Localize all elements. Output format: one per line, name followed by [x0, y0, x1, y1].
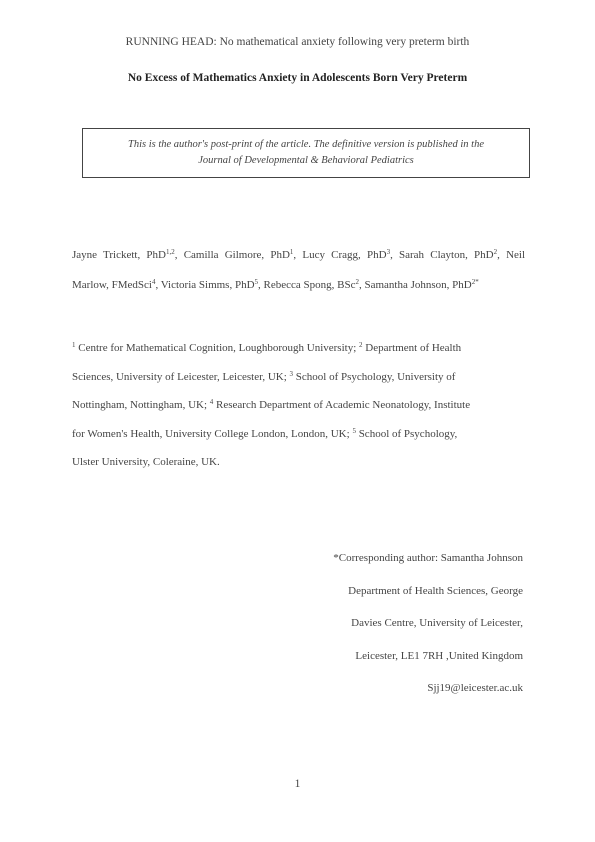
affiliation-text: Sciences, University of Leicester, Leicester, UK; [72, 370, 290, 383]
affiliation-number: 1 [72, 341, 76, 349]
author-affiliation-marker: 2* [471, 278, 479, 286]
author-affiliation-marker: 5 [254, 278, 259, 286]
author-name: Camilla Gilmore, PhD [183, 249, 290, 261]
author-affiliation-marker: 4 [151, 278, 156, 286]
author-list [72, 240, 525, 300]
affiliation-text: Centre for Mathematical Cognition, Loughborough University; [75, 342, 360, 354]
affiliation-text: School of Psychology, [355, 427, 458, 440]
affiliation-number: 2 [359, 341, 363, 349]
affiliation-line [72, 334, 525, 363]
affiliation-line [72, 363, 525, 392]
author-affiliation-marker: 1 [289, 248, 294, 256]
paper-title: No Excess of Mathematics Anxiety in Adolescents Born Very Preterm [127, 72, 468, 84]
author-name: Jayne Trickett, PhD [72, 249, 166, 261]
author-line: Jayne Trickett, PhD$^{1,2}$, Camilla Gilmore, PhD$^1$, Lucy Cragg, PhD$^3$, Sarah Clayton, PhD$^2$, Neil [72, 248, 526, 261]
author-affiliation-marker: 3 [386, 248, 391, 256]
affiliation-line [72, 420, 525, 449]
author-affiliation-marker: 2 [493, 248, 498, 256]
address-line: Department of Health Sciences, George [348, 584, 523, 597]
postprint-notice-box [82, 128, 530, 178]
email-address: Sjj19@leicester.ac.uk [427, 682, 523, 694]
affiliation-text: Nottingham, Nottingham, UK; [72, 399, 210, 411]
address-line: Leicester, LE1 7RH ,United Kingdom [355, 649, 523, 662]
affiliation-text: Department of Health [362, 342, 462, 354]
author-affiliation-marker: 2 [355, 278, 359, 286]
affiliation-text: for Women's Health, University College London, London, UK; [72, 427, 353, 440]
author-name: Samantha Johnson, PhD [364, 279, 472, 291]
affiliation-number: 5 [352, 426, 356, 435]
postprint-notice-line: Journal of Developmental & Behavioral Pediatrics [198, 155, 414, 166]
affiliation-text: Research Department of Academic Neonatology, Institute [213, 399, 471, 411]
author-name: Sarah Clayton, PhD [399, 249, 494, 261]
address-line: Davies Centre, University of Leicester, [351, 617, 523, 629]
author-name: Lucy Cragg, PhD [302, 249, 387, 261]
author-name-part: Neil [506, 249, 526, 261]
author-affiliation-marker: 1,2 [166, 248, 175, 256]
affiliation-text: School of Psychology, University of [293, 370, 456, 383]
affiliation-number: 3 [289, 369, 294, 378]
postprint-notice-line: This is the author's post-print of the article. The definitive version is published in the [127, 139, 484, 150]
author-line: Marlow, FMedSci$^4$, Victoria Simms, PhD$^5$, Rebecca Spong, BSc$^2$, Samantha Johnson, PhD$^{2*}$ [72, 278, 479, 291]
page-number: 1 [294, 778, 301, 790]
author-name-part: Marlow, FMedSci [72, 279, 152, 291]
affiliation-number: 4 [209, 398, 214, 406]
affiliation-text: Ulster University, Coleraine, UK. [72, 456, 220, 468]
author-name: Victoria Simms, PhD [160, 279, 255, 291]
running-head: RUNNING HEAD: No mathematical anxiety following very preterm birth [125, 36, 470, 48]
affiliation-line [72, 391, 525, 420]
corresponding-author-block [263, 542, 523, 705]
author-name: Rebecca Spong, BSc [263, 279, 356, 291]
corresponding-author-line: *Corresponding author: Samantha Johnson [333, 552, 523, 564]
affiliations [72, 334, 525, 477]
affiliation-line [72, 448, 525, 477]
